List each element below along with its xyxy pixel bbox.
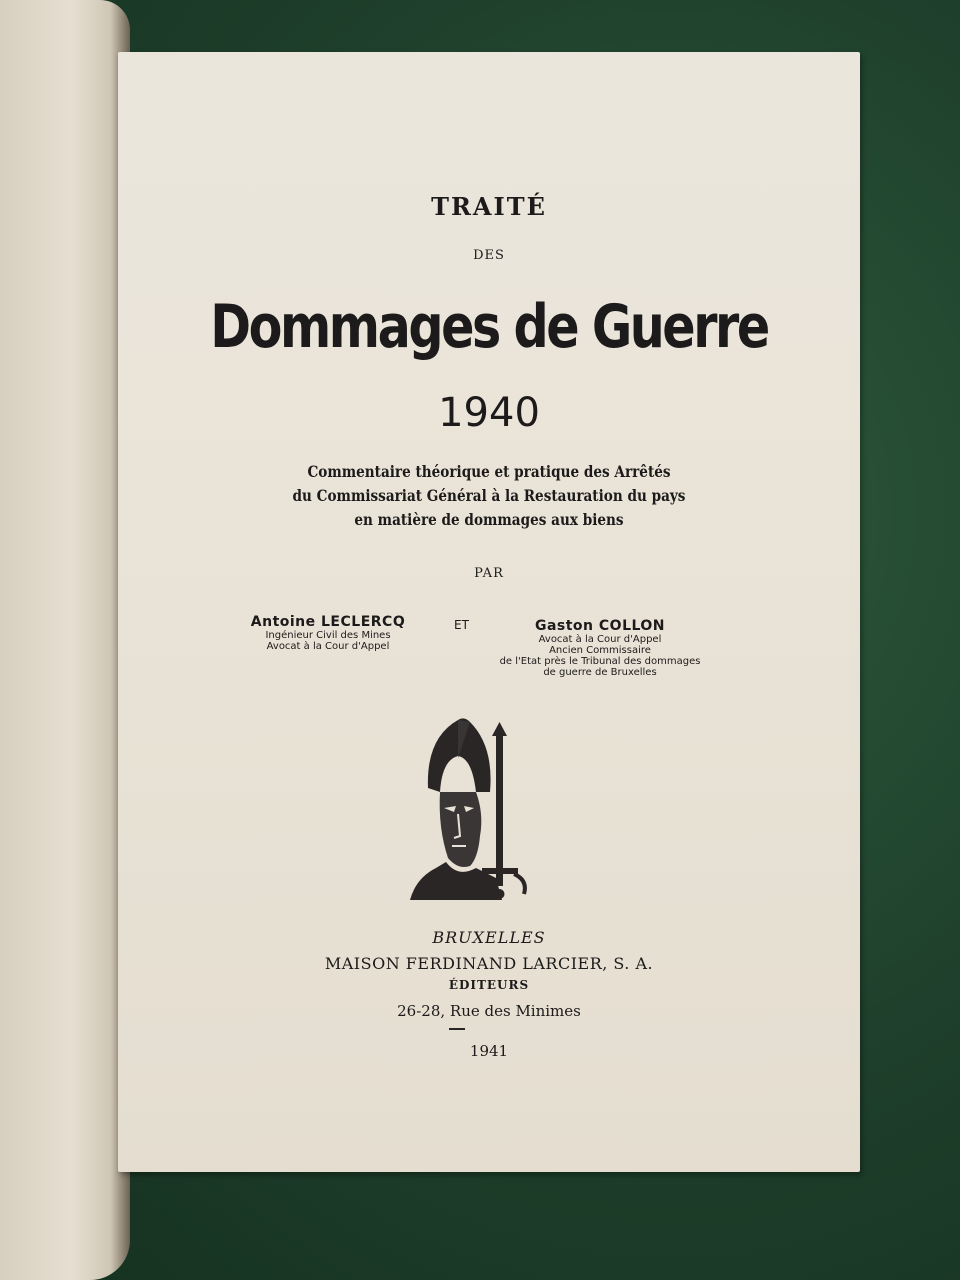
subtitle-line: du Commissariat Général à la Restauration du pays bbox=[292, 486, 686, 505]
publisher-role: ÉDITEURS bbox=[448, 978, 530, 992]
author-credential: Avocat à la Cour d'Appel bbox=[538, 634, 662, 645]
author-leclercq bbox=[228, 614, 428, 652]
author-credential: Ancien Commissaire bbox=[549, 645, 651, 656]
publication-year: 1941 bbox=[469, 1042, 509, 1060]
facing-page-edge bbox=[0, 0, 130, 1280]
author-first-name: Antoine bbox=[250, 614, 316, 630]
subtitle-line: en matière de dommages aux biens bbox=[354, 510, 624, 529]
conjunction-et: ET bbox=[454, 618, 469, 632]
author-collon bbox=[480, 618, 720, 678]
publisher-address: 26-28, Rue des Minimes bbox=[397, 1002, 581, 1020]
author-name bbox=[228, 614, 428, 630]
by-label: PAR bbox=[474, 566, 504, 581]
author-credential: Ingénieur Civil des Mines bbox=[265, 630, 391, 641]
subtitle-line: Commentaire théorique et pratique des Arrêtés bbox=[307, 462, 671, 481]
author-credential: de guerre de Bruxelles bbox=[543, 667, 657, 678]
title-page bbox=[118, 52, 860, 1172]
author-credential: de l'Etat près le Tribunal des dommages bbox=[499, 656, 701, 667]
author-credential: Avocat à la Cour d'Appel bbox=[266, 641, 390, 652]
author-last-name: COLLON bbox=[598, 618, 666, 634]
publisher-name: MAISON FERDINAND LARCIER, S. A. bbox=[324, 954, 654, 973]
publisher-city: BRUXELLES bbox=[432, 928, 546, 947]
heading-des: DES bbox=[473, 248, 505, 263]
divider-dash bbox=[449, 1028, 465, 1030]
main-title: Dommages de Guerre bbox=[210, 292, 768, 362]
author-first-name: Gaston bbox=[534, 618, 594, 634]
heading-traite: TRAITÉ bbox=[431, 192, 547, 221]
subtitle bbox=[174, 460, 805, 532]
author-last-name: LECLERCQ bbox=[321, 614, 406, 630]
title-year: 1940 bbox=[438, 390, 540, 436]
publisher-emblem-icon bbox=[406, 718, 530, 900]
author-name bbox=[480, 618, 720, 634]
